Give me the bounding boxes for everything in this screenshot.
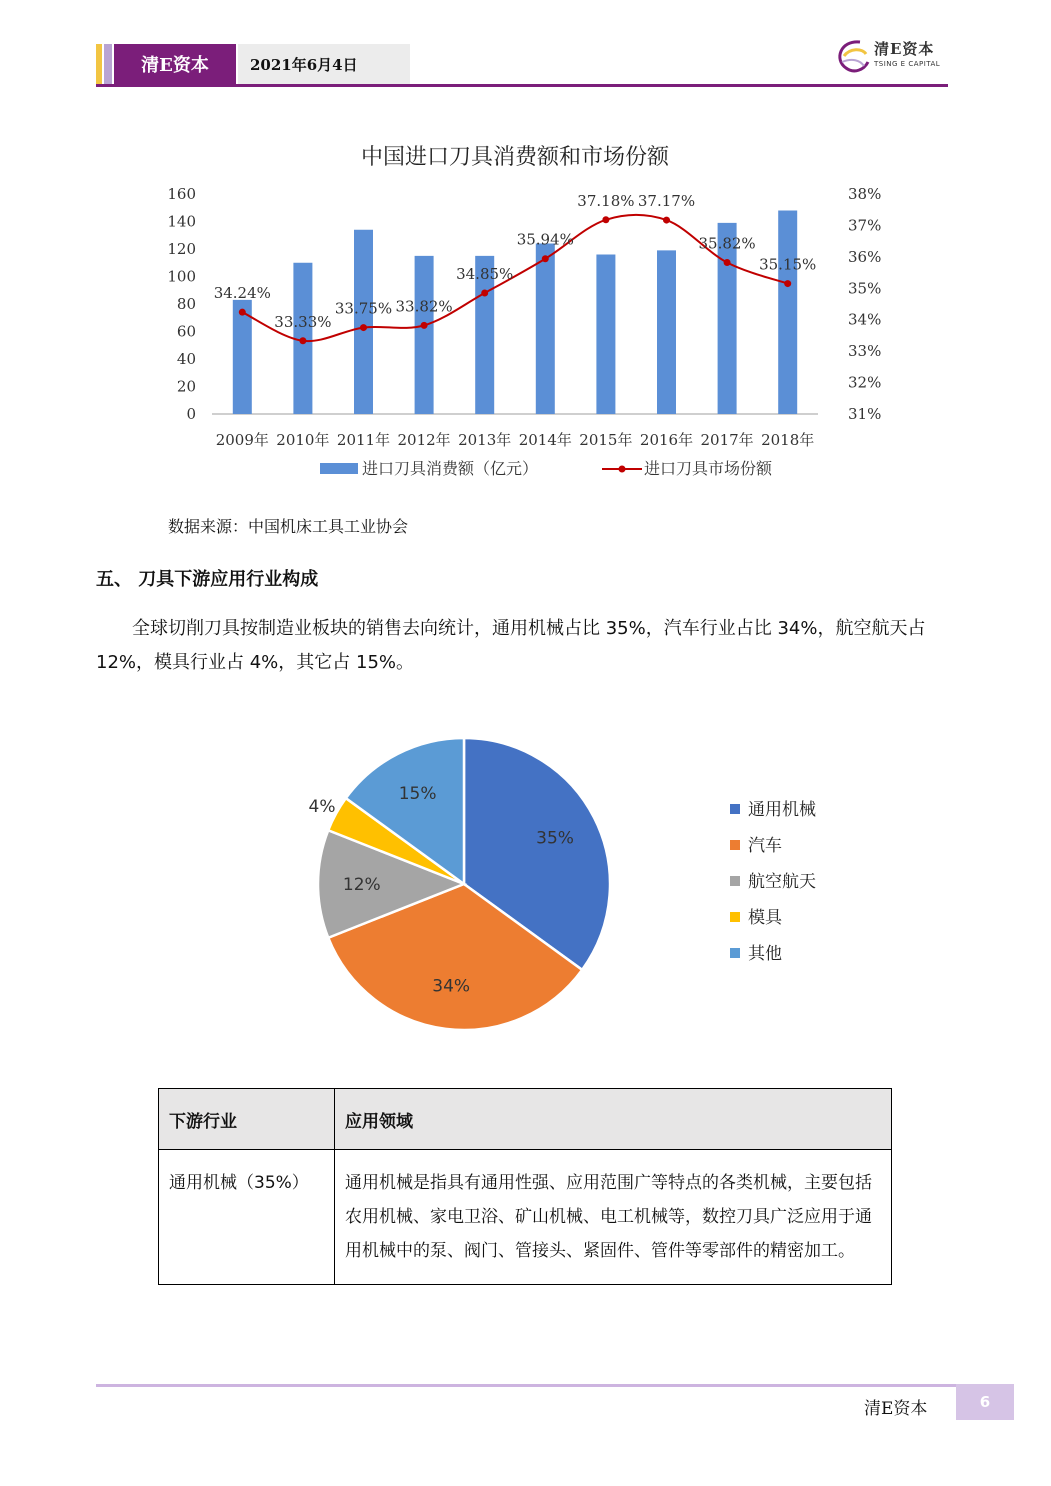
y-tick-label: 60 <box>176 322 196 341</box>
col-header-industry: 下游行业 <box>159 1089 335 1150</box>
body-paragraph: 全球切削刀具按制造业板块的销售去向统计，通用机械占比 35%，汽车行业占比 34%，航空航天占 12%，模具行业占 4%，其它占 15%。 <box>96 618 926 673</box>
data-label: 33.75% <box>334 299 393 318</box>
x-tick-label: 2015年 <box>579 431 633 449</box>
slice-label: 15% <box>398 783 437 804</box>
legend-bar-label: 进口刀具消费额（亿元） <box>362 459 539 478</box>
logo-subtitle: TSING E CAPITAL <box>874 60 941 68</box>
x-tick-label: 2009年 <box>215 431 269 449</box>
bar <box>233 300 252 414</box>
y-tick-label: 140 <box>167 212 196 231</box>
industry-table <box>158 1088 892 1285</box>
pie-chart <box>290 720 890 1050</box>
y2-tick-label: 33% <box>848 342 882 361</box>
line-point <box>784 280 791 287</box>
y2-tick-label: 38% <box>848 185 882 203</box>
y-tick-label: 160 <box>167 185 196 203</box>
legend-swatch <box>730 876 740 886</box>
table-header-row <box>159 1089 892 1150</box>
line-point <box>421 322 428 329</box>
combo-chart <box>150 130 900 490</box>
bar <box>415 256 434 414</box>
y2-tick-label: 35% <box>848 279 882 298</box>
chart-title: 中国进口刀具消费额和市场份额 <box>360 145 670 170</box>
slice-label: 12% <box>342 875 381 895</box>
cell-application: 通用机械是指具有通用性强、应用范围广等特点的各类机械，主要包括农用机械、家电卫浴、矿山机械、电工机械等，数控刀具广泛应用于通用机械中的泵、阀门、管接头、紧固件、管件等零部件的精密加工。 <box>335 1150 892 1285</box>
legend-swatch <box>730 912 740 922</box>
legend-label: 模具 <box>748 908 782 928</box>
y-tick-label: 80 <box>176 295 196 313</box>
y-tick-label: 40 <box>176 350 196 368</box>
y2-tick-label: 32% <box>848 373 882 392</box>
y2-tick-label: 37% <box>848 216 882 235</box>
logo-name: 清E资本 <box>874 40 935 58</box>
x-tick-label: 2018年 <box>761 431 815 449</box>
y2-tick-label: 34% <box>848 310 882 329</box>
footer-brand: 清E资本 <box>864 1399 928 1419</box>
x-tick-label: 2014年 <box>518 431 572 449</box>
legend-swatch <box>730 804 740 814</box>
y-tick-label: 20 <box>176 377 196 396</box>
bar <box>657 250 676 414</box>
data-label: 34.24% <box>213 284 271 303</box>
legend-label: 汽车 <box>748 836 782 856</box>
bar <box>536 244 555 415</box>
line-point <box>602 216 609 223</box>
bar <box>596 255 615 415</box>
section-heading: 五、 刀具下游应用行业构成 <box>96 569 319 590</box>
header-date: 2021年6月4日 <box>238 44 410 84</box>
y-tick-label: 0 <box>186 405 196 423</box>
bar <box>778 211 797 415</box>
bar <box>354 230 373 414</box>
x-tick-label: 2016年 <box>639 431 694 449</box>
x-tick-label: 2012年 <box>397 431 451 449</box>
slice-label: 35% <box>536 828 574 849</box>
data-label: 37.17% <box>637 192 696 211</box>
legend-swatch <box>730 948 740 958</box>
table-row <box>159 1150 892 1285</box>
header-divider <box>96 84 948 87</box>
legend-label: 航空航天 <box>748 872 816 892</box>
col-header-application: 应用领域 <box>335 1089 892 1150</box>
data-label: 33.82% <box>395 297 453 316</box>
data-source: 数据来源：中国机床工具工业协会 <box>168 517 409 536</box>
line-point <box>542 255 549 262</box>
legend-label: 通用机械 <box>748 800 816 820</box>
x-tick-label: 2013年 <box>458 431 512 449</box>
y-tick-label: 120 <box>167 240 196 258</box>
x-tick-label: 2017年 <box>700 431 754 449</box>
header-brand: 清E资本 <box>114 44 236 84</box>
data-label: 35.94% <box>516 230 574 249</box>
header-accent-lilac <box>104 44 112 84</box>
line-point <box>663 217 670 224</box>
data-label: 34.85% <box>456 265 514 283</box>
data-label: 33.33% <box>274 312 332 331</box>
y2-tick-label: 36% <box>848 247 882 266</box>
slice-label: 4% <box>308 796 336 817</box>
legend-swatch <box>730 840 740 850</box>
y2-tick-label: 31% <box>848 405 882 423</box>
data-label: 37.18% <box>577 191 635 210</box>
data-label: 35.15% <box>759 255 817 274</box>
x-tick-label: 2010年 <box>276 431 330 449</box>
legend-bar-swatch <box>320 463 358 474</box>
page-number: 6 <box>956 1384 1014 1420</box>
line-point <box>360 324 367 331</box>
line-point <box>239 309 246 316</box>
cell-industry: 通用机械（35%） <box>159 1150 335 1285</box>
line-point <box>481 290 488 297</box>
header-accent-yellow <box>96 44 102 84</box>
y-tick-label: 100 <box>167 267 196 286</box>
line-point <box>299 337 306 344</box>
legend-line-marker <box>619 466 626 473</box>
legend-line-label: 进口刀具市场份额 <box>644 459 773 478</box>
legend-label: 其他 <box>748 944 782 964</box>
line-point <box>724 259 731 266</box>
x-tick-label: 2011年 <box>336 431 391 449</box>
slice-label: 34% <box>432 976 471 997</box>
footer-divider <box>96 1384 956 1387</box>
data-label: 35.82% <box>698 234 756 253</box>
